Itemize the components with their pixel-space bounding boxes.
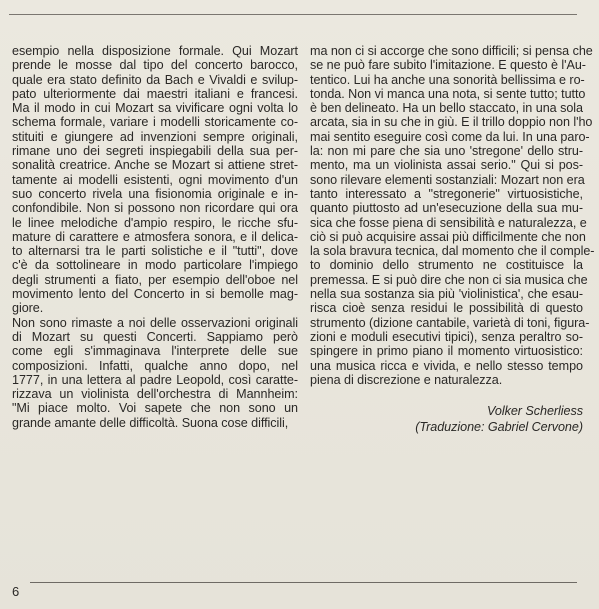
text-line: esempio nella disposizione formale. Qui Mozart <box>12 44 298 58</box>
text-line: Ma il modo in cui Mozart sa vivificare ogni volta lo <box>12 101 298 116</box>
text-line: c'è da sottolineare in modo particolare l'impiego <box>12 258 298 273</box>
text-line: le linee melodiche d'ampio respiro, le ricche sfu- <box>12 215 298 230</box>
text-line: "Mi piace molto. Voi sapete che non sono un <box>12 401 298 416</box>
text-line: to alternarsi tra le parti solistiche e il "tutti", dove <box>12 244 298 259</box>
text-line: strumento (dizione cantabile, varietà di toni, figura- <box>310 315 590 330</box>
right-column-text <box>310 44 595 387</box>
text-line: Non sono rimaste a noi delle osservazioni originali <box>12 315 298 330</box>
text-line: mai sentito eseguire così come da lui. In una paro- <box>310 129 590 144</box>
text-line: piena di discrezione e naturalezza. <box>310 372 503 387</box>
text-line: quanto piuttosto ad un'esecuzione della sua mu- <box>310 201 583 216</box>
text-line: la: non mi pare che sia uno 'stregone' dello stru- <box>310 144 583 159</box>
text-line: nella sua sostanza sia più 'violinistica', che esau- <box>310 287 583 302</box>
left-column <box>12 44 298 430</box>
text-line: sica che fosse piena di sensibilità e naturalezza, e <box>310 215 587 230</box>
text-line: mature di carattere e atmosfera sonora, e il delica- <box>12 229 298 244</box>
left-column-text <box>12 44 298 430</box>
text-line: di Mozart su questi Concerti. Sappiamo però <box>12 329 298 344</box>
text-line: tanto interessato a "stregonerie" virtuosistiche, <box>310 186 583 201</box>
top-rule <box>9 14 577 15</box>
text-line: composizioni. Infatti, qualche anno dopo, nel <box>12 358 298 373</box>
text-line: una musica ricca e vivida, e nello stesso tempo <box>310 358 583 373</box>
text-line: prende le mosse dal tipo del concerto barocco, <box>12 58 298 73</box>
text-line: ma non ci si accorge che sono difficili; si pensa che <box>310 44 593 58</box>
text-line: pato ulteriormente dai maestri italiani e francesi. <box>12 86 298 101</box>
text-line: confondibile. Non si possono non ricordare qui ora <box>12 201 298 216</box>
text-line: rimane uno dei segreti inspiegabili della sua per- <box>12 144 298 159</box>
text-line: risca cioè senza residui le possibilità di questo <box>310 301 583 316</box>
text-line: zioni e moduli esecutivi tipici), senza peraltro so- <box>310 329 583 344</box>
text-line: movimento lento del Concerto in si bemolle mag- <box>12 287 298 302</box>
translator-credit: (Traduzione: Gabriel Cervone) <box>415 420 583 435</box>
text-line: è ben delineato. Ha un bello staccato, in una sola <box>310 101 583 116</box>
text-line: grande amante delle difficoltà. Suona cose difficili, <box>12 415 289 430</box>
text-line: ciò si può acquisire assai più difficilmente che non <box>310 229 586 244</box>
text-line: premessa. E si può dire che non ci sia musica che <box>310 272 588 287</box>
text-line: la sola bravura tecnica, dal momento che il comple- <box>310 244 595 259</box>
text-line: come egli s'immaginava l'interprete delle sue <box>12 344 298 359</box>
text-line: quale era stato definito da Bach e Vivaldi e svilup- <box>12 72 298 87</box>
right-column <box>310 44 595 435</box>
page-number: 6 <box>12 584 20 599</box>
text-line: rizzava un violinista dell'orchestra di Mannheim: <box>12 387 298 402</box>
text-line: schema formale, variare i modelli storicamente co- <box>12 115 298 130</box>
text-line: 1777, in una lettera al padre Leopold, così caratte- <box>12 372 298 387</box>
author-name: Volker Scherliess <box>487 404 583 419</box>
text-line: sono rilevare elementi sostanziali: Mozart non era <box>310 172 585 187</box>
text-line: stituiti e giungere ad invenzioni sempre originali, <box>12 129 298 144</box>
text-line: se ne può fare subito l'imitazione. E questo è l'Au- <box>310 58 586 73</box>
text-line: mento, ma un violinista assai serio." Qui si pos- <box>310 158 583 173</box>
signature-block <box>310 403 583 435</box>
text-line: tamente ai modelli esistenti, ogni movimento d'un <box>12 172 298 187</box>
text-line: spingere in primo piano il momento virtuosistico: <box>310 344 583 359</box>
text-line: sonalità creatrice. Anche se Mozart si attiene stret- <box>12 158 298 173</box>
text-line: degli strumenti a fiato, per esempio dell'oboe nel <box>12 272 298 287</box>
text-line: tentico. Lui ha anche una sonorità bellissima e ro- <box>310 72 585 87</box>
text-line: tonda. Non vi manca una nota, si sente tutto; tutto <box>310 86 586 101</box>
text-line: giore. <box>12 301 44 316</box>
bottom-rule <box>30 582 577 583</box>
text-line: to dominio dello strumento ne costituisce la <box>310 258 583 273</box>
text-line: suo concerto rivela una fisionomia originale e in- <box>12 186 298 201</box>
text-line: arcata, sia in su che in giù. E il trillo doppio non l'ho <box>310 115 593 130</box>
